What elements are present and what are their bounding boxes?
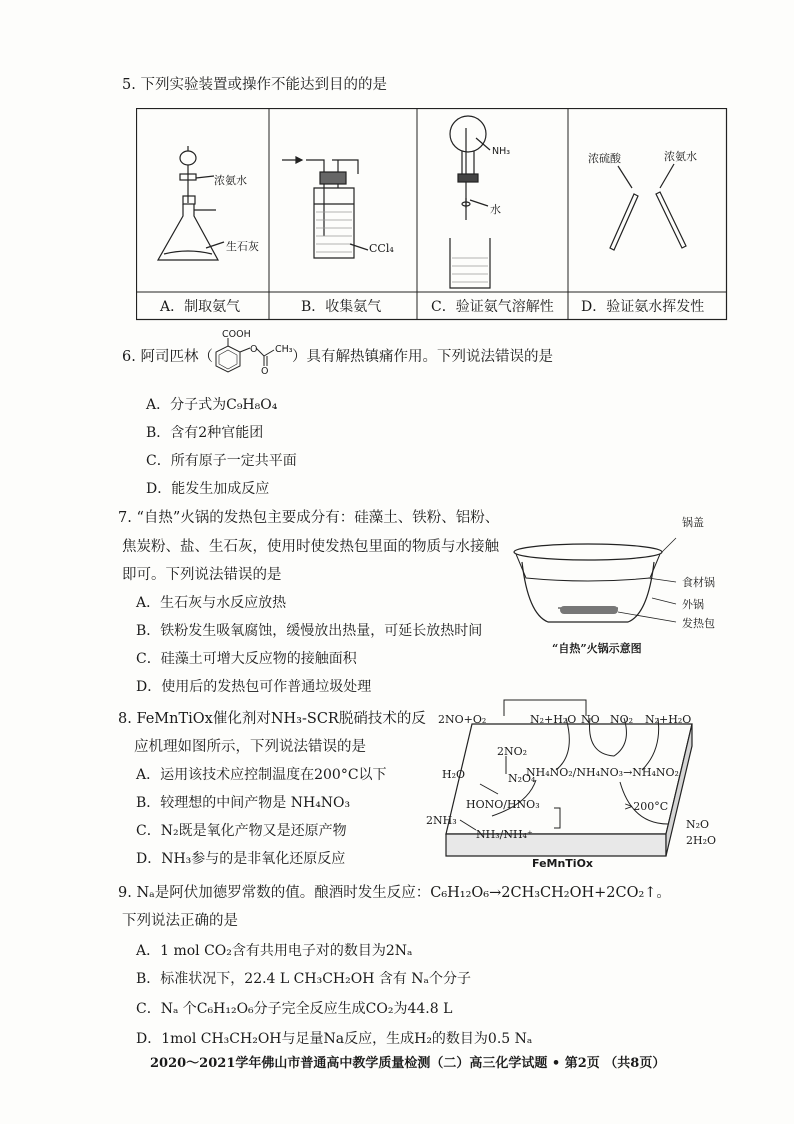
- apparatus-b: [282, 157, 368, 258]
- label-nh3: NH₃: [492, 146, 511, 157]
- page-footer: 2020～2021学年佛山市普通高中教学质量检测（二）高三化学试题 • 第2页 （共8页）: [150, 1056, 666, 1071]
- label-lid: 锅盖: [682, 516, 704, 529]
- fig-n2-h2o-2: N₂+H₂O: [645, 713, 692, 726]
- apparatus-d: [610, 164, 686, 250]
- q8-option-c: C．N₂既是氧化产物又是还原产物: [136, 823, 347, 839]
- fig-2no-o2: 2NO+O₂: [438, 713, 487, 726]
- struct-cooh: COOH: [222, 329, 251, 340]
- fig-n2o4: N₂O₄: [508, 772, 536, 785]
- q8-stem-line2: 应机理如图所示，下列说法错误的是: [134, 739, 366, 755]
- q5-stem: 5. 下列实验装置或操作不能达到目的的是: [122, 77, 387, 93]
- q9-stem2: 下列说法正确的是: [122, 913, 238, 929]
- struct-o-ester: O: [250, 344, 258, 355]
- q9-option-d: D．1mol CH₃CH₂OH与足量Na反应，生成H₂的数目为0.5 Nₐ: [136, 1031, 533, 1047]
- q9-option-c: C．Nₐ 个C₆H₁₂O₆分子完全反应生成CO₂为44.8 L: [136, 1001, 453, 1017]
- fig-temp: >200°C: [624, 800, 669, 813]
- q8-stem-line1: 8. FeMnTiOx催化剂对NH₃-SCR脱硝技术的反: [118, 711, 426, 727]
- q9-option-b: B．标准状况下，22.4 L CH₃CH₂OH 含有 Nₐ个分子: [136, 971, 471, 987]
- q6-option-a: A．分子式为C₉H₈O₄: [146, 397, 278, 413]
- fig-2nh3: 2NH₃: [426, 814, 457, 827]
- label-water: 水: [490, 203, 501, 216]
- struct-o-carbonyl: O: [261, 366, 269, 377]
- q7-option-b: B．铁粉发生吸氧腐蚀，缓慢放出热量，可延长放热时间: [136, 623, 483, 639]
- fig-h2o-left: H₂O: [442, 768, 466, 781]
- caption-d: D．验证氨水挥发性: [581, 299, 705, 315]
- hotpot-diagram: [508, 518, 678, 636]
- fig-no: NO: [581, 713, 600, 726]
- fig-n2-h2o-1: N₂+H₂O: [530, 713, 577, 726]
- q8-option-a: A．运用该技术应控制温度在200°C以下: [136, 767, 387, 783]
- q7-option-a: A．生石灰与水反应放热: [136, 595, 287, 611]
- q6-stem-pre: 6. 阿司匹林（: [122, 349, 213, 365]
- label-conc-ammonia-a: 浓氨水: [214, 174, 247, 187]
- q8-option-d: D．NH₃参与的是非氧化还原反应: [136, 851, 346, 867]
- caption-b: B．收集氨气: [301, 299, 382, 315]
- fig-nh3-nh4: NH₃/NH₄⁺: [476, 828, 533, 841]
- label-outer-pot: 外锅: [682, 598, 704, 611]
- label-ccl4: CCl₄: [369, 242, 394, 255]
- q5-apparatus-figure: [136, 108, 728, 322]
- label-conc-sulfuric: 浓硫酸: [588, 152, 621, 165]
- fig-ammonium-salts: NH₄NO₂/NH₄NO₃→NH₄NO₂: [526, 766, 679, 779]
- struct-ch3: CH₃: [275, 344, 293, 355]
- fig-2h2o: 2H₂O: [686, 834, 717, 847]
- apparatus-c: [450, 116, 490, 288]
- q7-option-d: D．使用后的发热包可作普通垃圾处理: [136, 679, 372, 695]
- q8-option-b: B．较理想的中间产物是 NH₄NO₃: [136, 795, 351, 811]
- q6-option-b: B．含有2种官能团: [146, 425, 264, 441]
- fig-hono: HONO/HNO₃: [466, 798, 540, 811]
- fig-no2: NO₂: [610, 713, 634, 726]
- q9-option-a: A．1 mol CO₂含有共用电子对的数目为2Nₐ: [136, 943, 413, 959]
- q7-stem-line3: 即可。下列说法错误的是: [122, 567, 282, 583]
- label-conc-ammonia-d: 浓氨水: [664, 150, 697, 163]
- hotpot-caption: “自热”火锅示意图: [552, 642, 642, 655]
- fig-catalyst-label: FeMnTiOx: [532, 857, 594, 870]
- q9-stem: 9. Nₐ是阿伏加德罗常数的值。酿酒时发生反应：C₆H₁₂O₆→2CH₃CH₂OH+2CO₂↑。: [118, 885, 671, 901]
- label-quicklime: 生石灰: [226, 240, 259, 253]
- caption-c: C．验证氨气溶解性: [431, 299, 554, 315]
- apparatus-a: [158, 146, 224, 260]
- fig-n2o: N₂O: [686, 818, 710, 831]
- q7-option-c: C．硅藻土可增大反应物的接触面积: [136, 651, 357, 667]
- q6-stem-post: ）具有解热镇痛作用。下列说法错误的是: [292, 349, 553, 365]
- q6-option-d: D．能发生加成反应: [146, 481, 270, 497]
- q6-option-c: C．所有原子一定共平面: [146, 453, 297, 469]
- label-heat-pack: 发热包: [682, 617, 715, 630]
- q7-stem-line2: 焦炭粉、盐、生石灰，使用时使发热包里面的物质与水接触: [122, 539, 499, 555]
- label-food-pot: 食材锅: [682, 576, 715, 589]
- q7-stem-line1: 7. “自热”火锅的发热包主要成分有：硅藻土、铁粉、铝粉、: [118, 510, 500, 526]
- fig-2no2: 2NO₂: [497, 745, 528, 758]
- caption-a: A．制取氨气: [160, 299, 241, 315]
